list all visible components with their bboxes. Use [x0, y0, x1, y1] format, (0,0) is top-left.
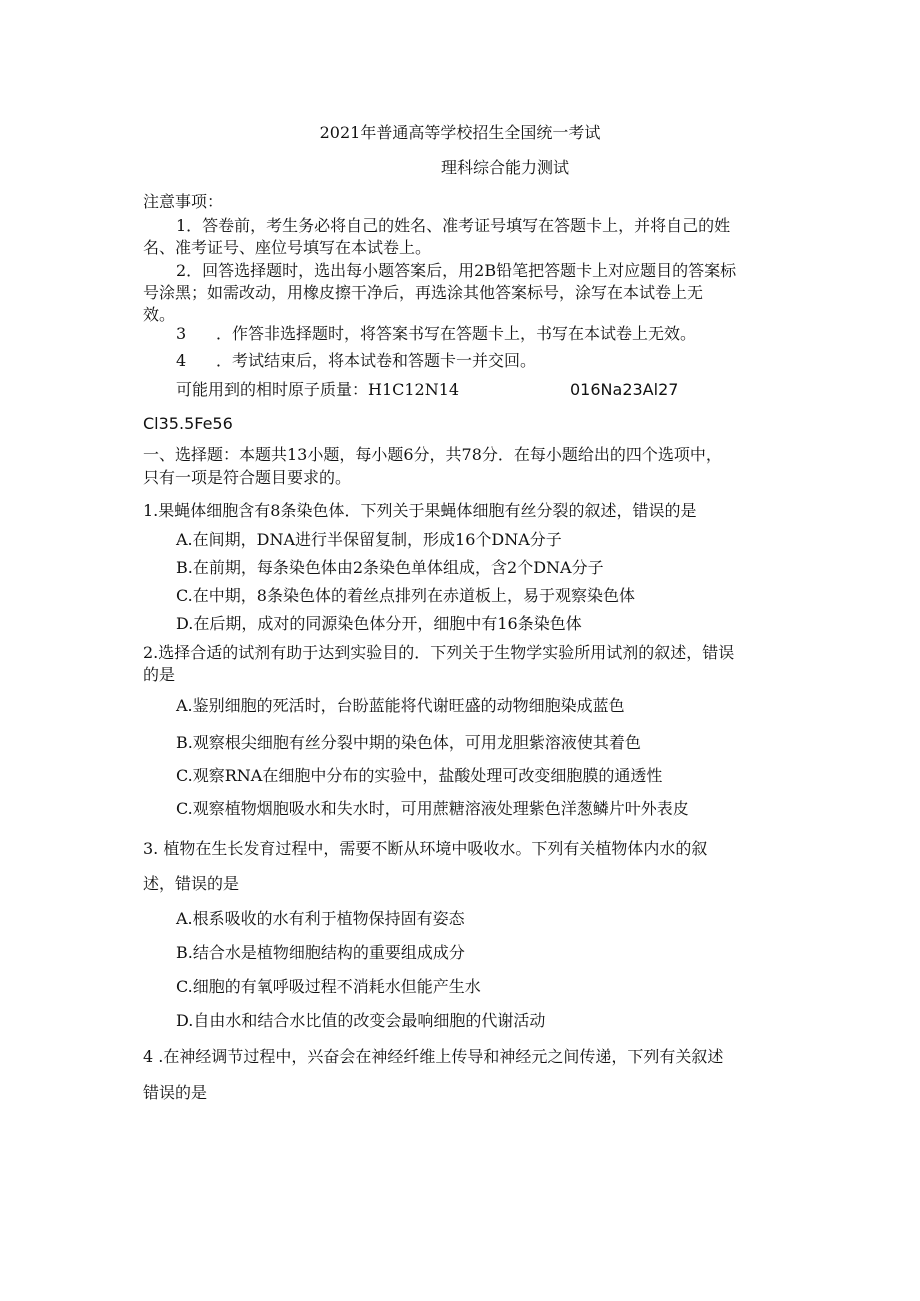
section-1-heading-line-1: 一、选择题：本题共13小题，每小题6分，共78分．在每小题给出的四个选项中，: [143, 445, 722, 464]
section-1-heading-line-2: 只有一项是符合题目要求的。: [143, 468, 352, 487]
question-3-stem-line-2: 述，错误的是: [143, 874, 240, 893]
question-4-stem-line-2: 错误的是: [143, 1083, 208, 1102]
notice-item-4-text: ．考试结束后，将本试卷和答题卡一并交回。: [216, 351, 537, 370]
notice-item-3-number: 3: [176, 324, 187, 343]
question-3-option-d: D.自由水和结合水比值的改变会最响细胞的代谢活动: [176, 1011, 546, 1030]
question-1-option-d: D.在后期，成对的同源染色体分开，细胞中有16条染色体: [176, 614, 582, 633]
question-2-stem-line-1: 2.选择合适的试剂有助于达到实验目的．下列关于生物学实验所用试剂的叙述，错误: [143, 643, 735, 662]
notice-item-2-line-2: 号涂黑；如需改动，用橡皮擦干净后，再选涂其他答案标号，涂写在本试卷上无: [143, 283, 704, 302]
question-2-stem-line-2: 的是: [143, 665, 176, 684]
exam-title: 2021年普通高等学校招生全国统一考试: [319, 123, 601, 142]
atomic-mass-values-2: 016Na23Al27: [570, 380, 679, 399]
question-3-option-a: A.根系吸收的水有利于植物保持固有姿态: [176, 909, 465, 928]
question-1-stem: 1.果蝇体细胞含有8条染色体．下列关于果蝇体细胞有丝分裂的叙述，错误的是: [143, 501, 697, 520]
notice-item-1-line-1: 1．答卷前，考生务必将自己的姓名、准考证号填写在答题卡上，并将自己的姓: [176, 216, 731, 235]
notice-item-3-text: ．作答非选择题时，将答案书写在答题卡上，书写在本试卷上无效。: [216, 324, 697, 343]
question-2-option-d: C.观察植物烟胞吸水和失水时，可用蔗糖溶液处理紫色洋葱鳞片叶外表皮: [176, 799, 689, 818]
exam-subtitle: 理科综合能力测试: [441, 158, 570, 177]
notice-item-1-line-2: 名、准考证号、座位号填写在本试卷上。: [143, 238, 432, 257]
question-3-option-c: C.细胞的有氧呼吸过程不消耗水但能产生水: [176, 977, 481, 996]
notice-heading: 注意事项：: [143, 192, 224, 211]
question-4-stem-line-1: 4 .在神经调节过程中，兴奋会在神经纤维上传导和神经元之间传递，下列有关叙述: [143, 1047, 724, 1066]
notice-item-2-line-1: 2．回答选择题时，选出每小题答案后，用2B铅笔把答题卡上对应题目的答案标: [176, 261, 737, 280]
question-2-option-a: A.鉴别细胞的死活时，台盼蓝能将代谢旺盛的动物细胞染成蓝色: [176, 696, 625, 715]
atomic-mass-label: 可能用到的相时原子质量：H1C12N14: [176, 380, 460, 399]
question-2-option-b: B.观察根尖细胞有丝分裂中期的染色体，可用龙胆紫溶液使其着色: [176, 733, 641, 752]
question-1-option-b: B.在前期，每条染色体由2条染色单体组成，含2个DNA分子: [176, 558, 604, 577]
question-3-option-b: B.结合水是植物细胞结构的重要组成成分: [176, 943, 465, 962]
notice-item-2-line-3: 效。: [143, 305, 176, 324]
question-1-option-c: C.在中期，8条染色体的着丝点排列在赤道板上，易于观察染色体: [176, 586, 635, 605]
question-1-option-a: A.在间期，DNA进行半保留复制，形成16个DNA分子: [176, 530, 562, 549]
question-2-option-c: C.观察RNA在细胞中分布的实验中，盐酸处理可改变细胞膜的通透性: [176, 766, 663, 785]
question-3-stem-line-1: 3. 植物在生长发育过程中，需要不断从环境中吸收水。下列有关植物体内水的叙: [143, 839, 708, 858]
atomic-mass-values-3: Cl35.5Fe56: [143, 414, 233, 433]
notice-item-4-number: 4: [176, 351, 187, 370]
